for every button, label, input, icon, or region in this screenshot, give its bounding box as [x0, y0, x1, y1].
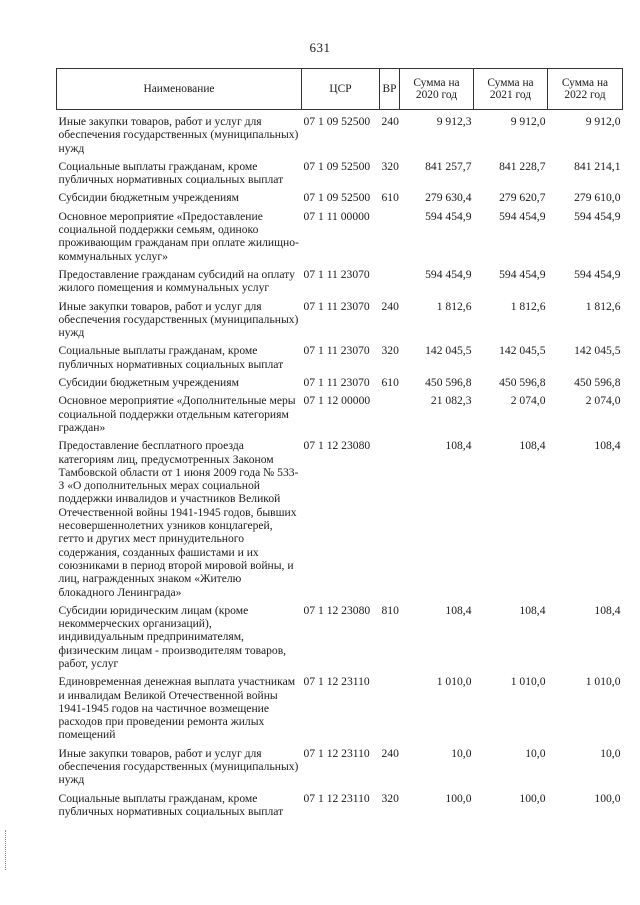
table-row	[57, 670, 623, 741]
row-sum-2022: 142 045,5	[574, 344, 621, 358]
row-sum-2021: 100,0	[519, 791, 546, 805]
row-sum-2021: 10,0	[525, 746, 546, 760]
row-csr: 07 1 11 00000	[303, 209, 370, 223]
table-row	[57, 742, 623, 787]
row-name: Иные закупки товаров, работ и услуг для обеспечения государственных (муниципальных) нужд	[58, 746, 299, 787]
row-sum-2020: 594 454,9	[425, 267, 472, 281]
row-sum-2021: 594 454,9	[499, 267, 546, 281]
row-name: Социальные выплаты гражданам, кроме публичных нормативных социальных выплат	[58, 159, 284, 187]
table-row	[57, 599, 623, 670]
row-sum-2020: 9 912,3	[436, 115, 472, 128]
table-header	[57, 69, 623, 110]
row-name: Иные закупки товаров, работ и услуг для обеспечения государственных (муниципальных) нужд	[58, 115, 299, 155]
row-name: Иные закупки товаров, работ и услуг для обеспечения государственных (муниципальных) нужд	[58, 299, 299, 340]
table-row	[57, 155, 623, 187]
row-name: Основное мероприятие «Предоставление социальной поддержки семьям, одиноко проживающим гражданам при оплате жилищно-коммунальных услуг»	[58, 209, 299, 263]
header-name: Наименование	[57, 69, 302, 110]
row-csr: 07 1 12 23080	[303, 439, 371, 453]
row-sum-2022: 1 812,6	[585, 299, 621, 313]
table-row	[57, 434, 623, 599]
row-sum-2022: 594 454,9	[574, 209, 621, 223]
row-csr: 07 1 12 00000	[303, 394, 371, 408]
row-sum-2021: 108,4	[519, 439, 546, 453]
row-name: Субсидии юридическим лицам (кроме некоммерческих организаций), индивидуальным предпринимателям, физическим лицам - производителям товаров, работ, услуг	[58, 603, 287, 670]
table-body	[57, 110, 623, 819]
header-sum-2022: Сумма на 2022 год	[548, 69, 623, 110]
row-name: Предоставление бесплатного проезда категориям лиц, предусмотренных Законом Тамбовской области от 1 июня 2009 года № 533-З «О дополнительных мерах социальной поддержки инвалидов и участников Великой Отечественной войны 1941-1945 годов, бывших несовершеннолетних узников концлагерей, гетто и других мест принудительного содержания, созданных фашистами и их союзниками в период второй мировой войны, и лиц, награжденных знаком «Жителю блокадного Ленинграда»	[58, 439, 299, 599]
row-csr: 07 1 11 23070	[303, 344, 370, 358]
table-row	[57, 371, 623, 389]
row-name: Основное мероприятие «Дополнительные меры социальной поддержки отдельным категориям граждан»	[58, 394, 296, 434]
row-sum-2021: 594 454,9	[499, 209, 546, 223]
row-sum-2021: 9 912,0	[510, 115, 546, 128]
row-sum-2022: 100,0	[594, 791, 621, 805]
row-vr	[380, 263, 400, 295]
row-sum-2022: 10,0	[600, 746, 621, 760]
row-sum-2020: 100,0	[445, 791, 472, 805]
row-sum-2020: 594 454,9	[425, 209, 472, 223]
row-vr: 610	[381, 191, 399, 205]
row-sum-2022: 1 010,0	[585, 675, 621, 689]
row-sum-2022: 9 912,0	[585, 115, 621, 128]
row-name: Предоставление гражданам субсидий на оплату жилого помещения и коммунальных услуг	[58, 267, 295, 295]
row-vr	[380, 205, 400, 263]
row-vr: 810	[381, 603, 399, 617]
row-name: Социальные выплаты гражданам, кроме публичных нормативных социальных выплат	[58, 791, 284, 818]
row-sum-2020: 142 045,5	[425, 344, 472, 358]
row-sum-2021: 450 596,8	[499, 376, 546, 390]
row-vr: 320	[381, 344, 399, 358]
row-csr: 07 1 09 52500	[303, 115, 371, 128]
row-name: Единовременная денежная выплата участникам и инвалидам Великой Отечественной войны 1941-1945 годов на частичное возмещение расходов при проведении ремонта жилых помещений	[58, 675, 296, 742]
table-row	[57, 205, 623, 263]
row-name: Социальные выплаты гражданам, кроме публичных нормативных социальных выплат	[58, 344, 284, 371]
row-vr: 610	[381, 376, 399, 390]
row-csr: 07 1 11 23070	[303, 267, 370, 281]
row-csr: 07 1 09 52500	[303, 159, 371, 173]
table-row	[57, 389, 623, 434]
row-sum-2022: 841 214,1	[574, 159, 621, 173]
row-sum-2021: 2 074,0	[510, 394, 546, 408]
row-sum-2022: 108,4	[594, 603, 621, 617]
budget-table	[56, 68, 623, 818]
row-sum-2021: 108,4	[519, 603, 546, 617]
scan-margin-mark	[5, 830, 8, 870]
row-csr: 07 1 09 52500	[303, 191, 371, 205]
row-vr: 320	[381, 159, 399, 173]
row-sum-2020: 450 596,8	[425, 376, 472, 390]
header-sum-2020: Сумма на 2020 год	[400, 69, 474, 110]
row-csr: 07 1 12 23080	[303, 603, 371, 617]
row-sum-2021: 841 228,7	[499, 159, 546, 173]
table-row	[57, 110, 623, 155]
row-sum-2022: 450 596,8	[574, 376, 621, 390]
row-sum-2020: 21 082,3	[430, 394, 472, 408]
row-csr: 07 1 11 23070	[303, 299, 370, 313]
row-sum-2020: 10,0	[451, 746, 472, 760]
page-number: 631	[309, 40, 331, 55]
row-vr	[380, 670, 400, 741]
row-sum-2021: 279 620,7	[499, 191, 546, 205]
row-vr: 240	[381, 746, 399, 760]
row-vr: 240	[381, 299, 399, 313]
row-sum-2022: 2 074,0	[585, 394, 621, 408]
row-sum-2022: 279 610,0	[574, 191, 621, 205]
table-row	[57, 787, 623, 819]
row-sum-2022: 594 454,9	[574, 267, 621, 281]
row-sum-2020: 279 630,4	[425, 191, 472, 205]
header-vr: ВР	[380, 69, 400, 110]
row-sum-2020: 1 812,6	[436, 299, 472, 313]
row-sum-2021: 142 045,5	[499, 344, 546, 358]
row-vr: 320	[381, 791, 399, 805]
row-name: Субсидии бюджетным учреждениям	[58, 376, 239, 390]
row-vr	[380, 434, 400, 599]
row-sum-2022: 108,4	[594, 439, 621, 453]
header-csr: ЦСР	[302, 69, 380, 110]
header-sum-2021: Сумма на 2021 год	[474, 69, 548, 110]
table-row	[57, 263, 623, 295]
row-csr: 07 1 11 23070	[303, 376, 370, 390]
row-vr: 240	[381, 115, 399, 128]
row-csr: 07 1 12 23110	[303, 746, 370, 760]
row-csr: 07 1 12 23110	[303, 791, 370, 805]
table-row	[57, 339, 623, 371]
row-sum-2021: 1 812,6	[510, 299, 546, 313]
row-csr: 07 1 12 23110	[303, 675, 370, 689]
row-name: Субсидии бюджетным учреждениям	[58, 191, 239, 205]
row-sum-2020: 108,4	[445, 439, 472, 453]
row-vr	[380, 389, 400, 434]
row-sum-2021: 1 010,0	[510, 675, 546, 689]
table-row	[57, 186, 623, 204]
row-sum-2020: 108,4	[445, 603, 472, 617]
table-row	[57, 295, 623, 340]
row-sum-2020: 841 257,7	[425, 159, 472, 173]
row-sum-2020: 1 010,0	[436, 675, 472, 689]
